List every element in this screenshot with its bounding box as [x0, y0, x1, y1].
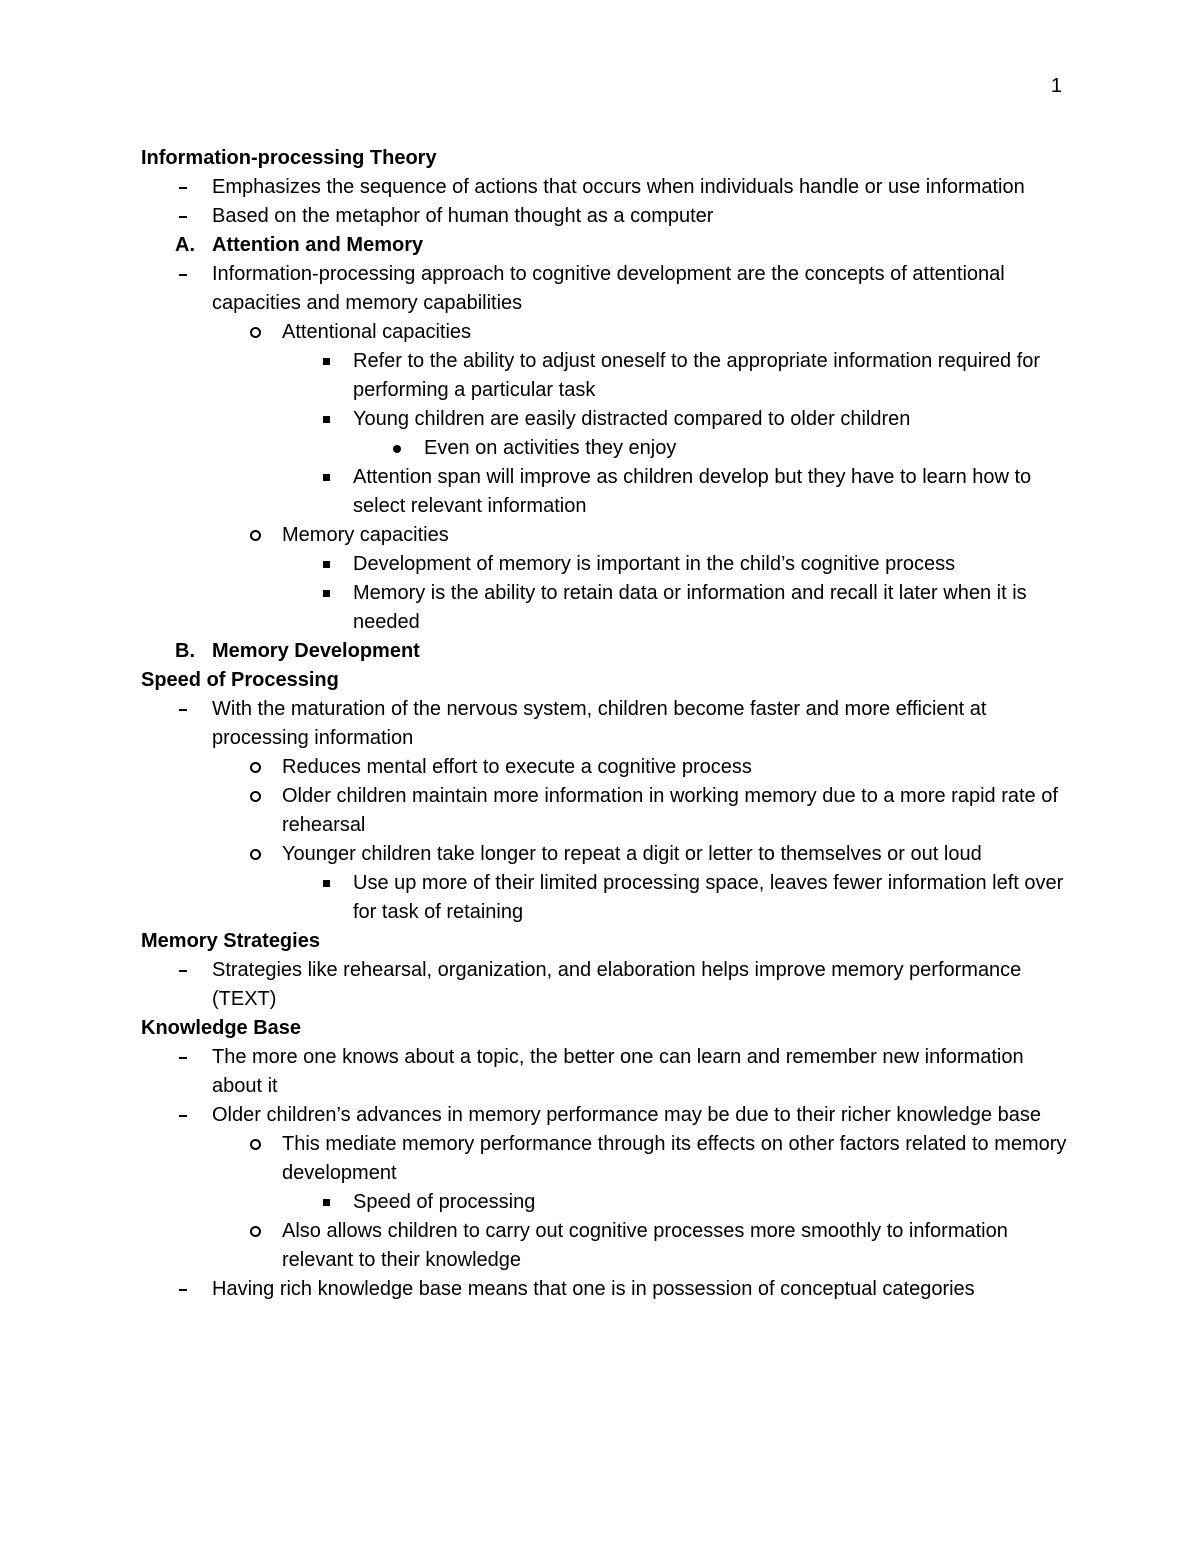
list-item: Attention span will improve as children develop but they have to learn how to select relevant information [141, 463, 1071, 521]
list-letter: B. [175, 640, 195, 662]
document-body [141, 144, 1071, 1304]
list-item: Memory capacities [141, 521, 1071, 550]
list-item: With the maturation of the nervous system, children become faster and more efficient at processing information [141, 695, 1071, 753]
square-bullet [318, 347, 334, 376]
circle-bullet [247, 1130, 263, 1159]
circle-bullet [247, 318, 263, 347]
circle-bullet [247, 1217, 263, 1246]
list-item: Even on activities they enjoy [141, 434, 1071, 463]
dash-bullet [175, 956, 191, 985]
dash-bullet [175, 1043, 191, 1072]
list-item: This mediate memory performance through its effects on other factors related to memory development [141, 1130, 1071, 1188]
circle-bullet [247, 521, 263, 550]
list-item: Also allows children to carry out cognitive processes more smoothly to information relevant to their knowledge [141, 1217, 1071, 1275]
section-heading-ipt: Information-processing Theory [141, 147, 437, 169]
section-heading-strategies: Memory Strategies [141, 930, 320, 952]
dash-bullet [175, 173, 191, 202]
dash-bullet [175, 695, 191, 724]
subsection-heading-b: B. Memory Development [141, 637, 1071, 666]
list-item: Speed of processing [141, 1188, 1071, 1217]
subsection-heading-a: A. Attention and Memory [141, 231, 1071, 260]
circle-bullet [247, 840, 263, 869]
square-bullet [318, 579, 334, 608]
list-item: Development of memory is important in the child’s cognitive process [141, 550, 1071, 579]
section-heading-speed: Speed of Processing [141, 669, 339, 691]
list-item: Based on the metaphor of human thought as a computer [141, 202, 1071, 231]
list-item: Young children are easily distracted compared to older children [141, 405, 1071, 434]
circle-bullet [247, 782, 263, 811]
list-item: Strategies like rehearsal, organization, and elaboration helps improve memory performance (TEXT) [141, 956, 1071, 1014]
circle-bullet [247, 753, 263, 782]
list-item: Older children maintain more information in working memory due to a more rapid rate of rehearsal [141, 782, 1071, 840]
dash-bullet [175, 1275, 191, 1304]
dash-bullet [175, 202, 191, 231]
list-item: The more one knows about a topic, the better one can learn and remember new information about it [141, 1043, 1071, 1101]
list-item: Refer to the ability to adjust oneself to the appropriate information required for performing a particular task [141, 347, 1071, 405]
list-item: Attentional capacities [141, 318, 1071, 347]
square-bullet [318, 550, 334, 579]
page-number: 1 [1050, 75, 1062, 97]
square-bullet [318, 869, 334, 898]
list-item: Younger children take longer to repeat a digit or letter to themselves or out loud [141, 840, 1071, 869]
list-item: Reduces mental effort to execute a cognitive process [141, 753, 1071, 782]
dash-bullet [175, 260, 191, 289]
square-bullet [318, 1188, 334, 1217]
dash-bullet [175, 1101, 191, 1130]
list-letter: A. [175, 234, 195, 256]
dot-bullet [389, 434, 405, 463]
list-item: Older children’s advances in memory performance may be due to their richer knowledge base [141, 1101, 1071, 1130]
list-item: Information-processing approach to cognitive development are the concepts of attentional capacities and memory capabilities [141, 260, 1071, 318]
list-item: Having rich knowledge base means that one is in possession of conceptual categories [141, 1275, 1071, 1304]
list-item: Emphasizes the sequence of actions that occurs when individuals handle or use information [141, 173, 1071, 202]
list-item: Use up more of their limited processing space, leaves fewer information left over for task of retaining [141, 869, 1071, 927]
square-bullet [318, 463, 334, 492]
section-heading-knowledge: Knowledge Base [141, 1017, 302, 1039]
list-item: Memory is the ability to retain data or information and recall it later when it is needed [141, 579, 1071, 637]
square-bullet [318, 405, 334, 434]
